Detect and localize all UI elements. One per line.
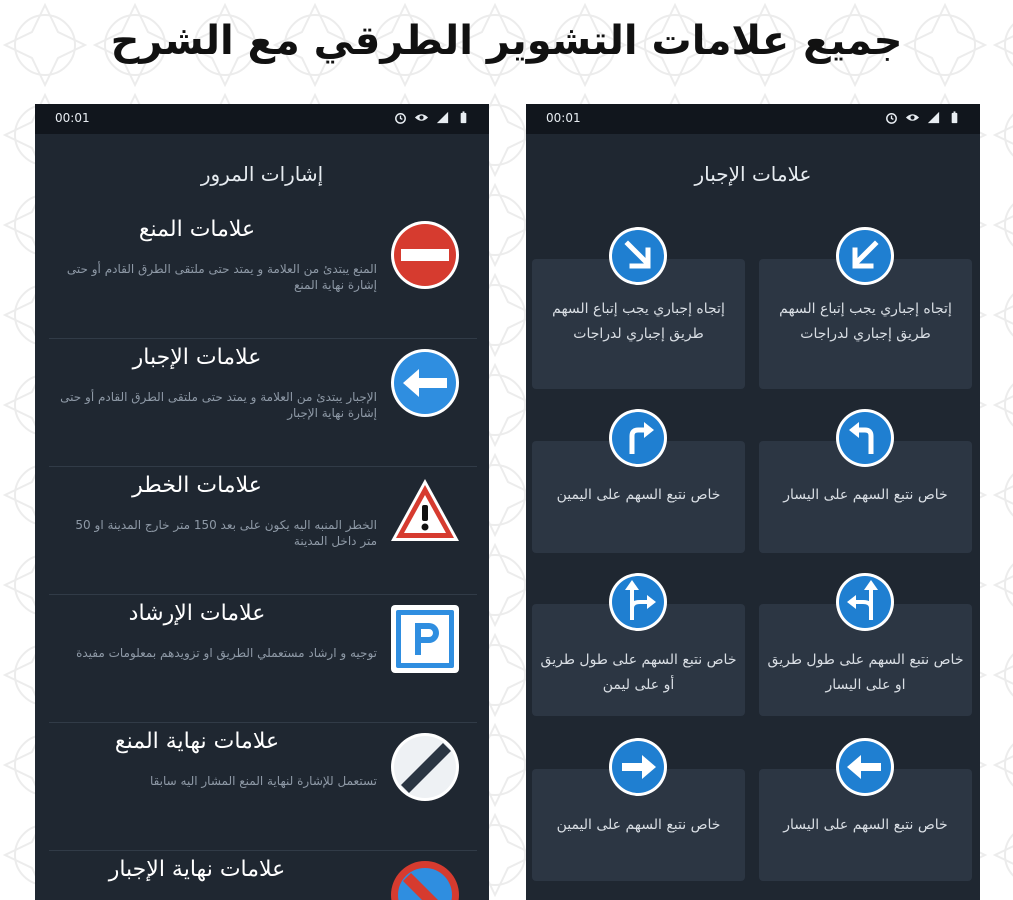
signal-icon — [435, 110, 450, 125]
status-time: 00:01 — [55, 111, 90, 125]
row-title: علامات الإجبار — [132, 345, 262, 370]
row-description: توجيه و ارشاد مستعملي الطريق او تزويدهم بمعلومات مفيدة — [76, 646, 377, 660]
sign-category-row[interactable] — [49, 211, 477, 339]
row-description: الخطر المنبه اليه يكون على بعد 150 متر خارج المدينة او 50 متر داخل المدينة — [75, 518, 377, 548]
status-bar — [526, 104, 980, 134]
danger-triangle-icon — [389, 475, 461, 547]
row-title: علامات نهاية المنع — [114, 729, 280, 754]
eye-icon — [905, 110, 920, 125]
mandatory-arrow-icon — [389, 347, 461, 419]
card-text: خاص نتبع السهم على اليمين — [556, 817, 721, 833]
signal-icon — [926, 110, 941, 125]
row-title: علامات الخطر — [132, 473, 262, 498]
card-text: خاص نتبع السهم على طول طريق او على اليسار — [767, 652, 964, 693]
row-description: تستعمل للإشارة لنهاية المنع المشار اليه سابقا — [149, 774, 377, 788]
arrow-down-right-icon — [608, 226, 668, 286]
status-icons — [393, 110, 471, 125]
status-bar — [35, 104, 489, 134]
alarm-icon — [393, 110, 408, 125]
card-text: إتجاه إجباري يجب إتباع السهم طريق إجباري لدراجات — [779, 301, 952, 342]
parking-sign-icon — [389, 603, 461, 675]
no-entry-icon — [389, 219, 461, 291]
turn-left-icon — [835, 408, 895, 468]
battery-icon — [947, 110, 962, 125]
arrow-left-icon — [835, 737, 895, 797]
alarm-icon — [884, 110, 899, 125]
row-description: المنع يبتدئ من العلامة و يمتد حتى ملتقى الطرق القادم أو حتى إشارة نهاية المنع — [66, 262, 377, 292]
mandatory-signs-screen — [526, 104, 980, 900]
arrow-right-icon — [608, 737, 668, 797]
end-of-mandatory-icon — [389, 859, 461, 900]
eye-icon — [414, 110, 429, 125]
banner-title: جميع علامات التشوير الطرقي مع الشرح — [110, 18, 903, 64]
row-title: علامات المنع — [138, 217, 256, 242]
straight-or-left-icon — [835, 572, 895, 632]
sign-category-row[interactable] — [49, 595, 477, 723]
card-text: خاص نتبع السهم على طول طريق أو على ليمن — [540, 652, 737, 693]
row-title: علامات نهاية الإجبار — [108, 857, 286, 882]
row-title: علامات الإرشاد — [128, 601, 266, 626]
sign-category-row[interactable] — [49, 467, 477, 595]
sign-category-row[interactable] — [49, 723, 477, 851]
row-description: الإجبار يبتدئ من العلامة و يمتد حتى ملتقى الطرق القادم أو حتى إشارة نهاية الإجبار — [60, 390, 377, 420]
card-text: خاص نتبع السهم على اليسار — [783, 817, 948, 833]
card-text: خاص نتبع السهم على اليمين — [556, 487, 721, 503]
card-text: خاص نتبع السهم على اليسار — [783, 487, 948, 503]
screen-title: علامات الإجبار — [694, 162, 812, 186]
sign-category-row[interactable] — [49, 339, 477, 467]
straight-or-right-icon — [608, 572, 668, 632]
status-icons — [884, 110, 962, 125]
traffic-signs-screen — [35, 104, 489, 900]
arrow-down-left-icon — [835, 226, 895, 286]
end-of-restriction-icon — [389, 731, 461, 803]
sign-category-row[interactable] — [49, 851, 477, 900]
battery-icon — [456, 110, 471, 125]
card-text: إتجاه إجباري يجب إتباع السهم طريق إجباري لدراجات — [552, 301, 725, 342]
turn-right-icon — [608, 408, 668, 468]
screen-title: إشارات المرور — [200, 162, 324, 186]
status-time: 00:01 — [546, 111, 581, 125]
